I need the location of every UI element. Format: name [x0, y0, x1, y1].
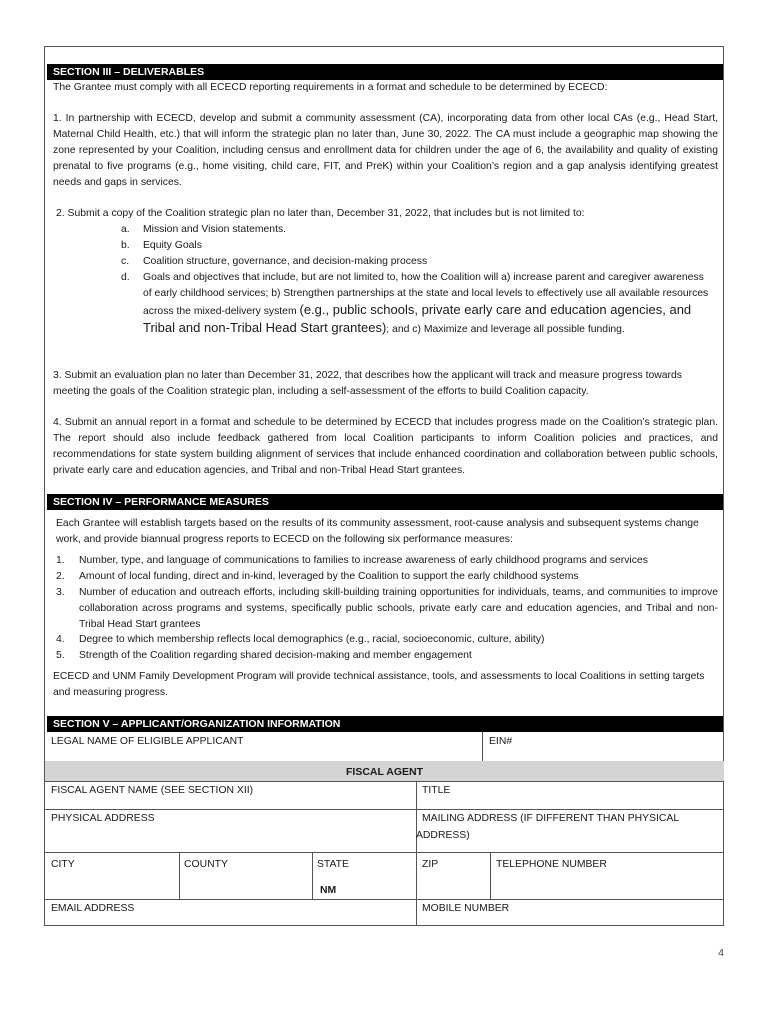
- city-label: CITY: [51, 859, 75, 870]
- list-text: Amount of local funding, direct and in-kind, leveraged by the Coalition to support the early childhood systems: [79, 571, 579, 582]
- list-marker: 2.: [56, 571, 65, 582]
- section-3-header: SECTION III – DELIVERABLES: [47, 64, 723, 80]
- fiscal-agent-name-label: FISCAL AGENT NAME (SEE SECTION XII): [51, 785, 254, 796]
- form-line: [45, 809, 724, 810]
- form-line: [179, 852, 180, 899]
- form-line: [45, 852, 724, 853]
- form-line: [45, 781, 724, 782]
- list-marker: 3.: [56, 587, 65, 598]
- list-marker: b.: [121, 240, 130, 251]
- measure-1: [56, 553, 720, 569]
- mailing-address-label-2: ADDRESS): [416, 830, 470, 841]
- form-line: [482, 732, 483, 761]
- ein-label: EIN#: [489, 736, 513, 747]
- list-text-part-1: Goals and objectives that include, but are not limited to, how the Coalition will a) increase parent and caregiver awareness of early childhood services; b) Strengthen partnerships at the state and local levels to effectively use all available resources across the mixed-delivery system: [143, 272, 709, 317]
- mailing-address-label-1: MAILING ADDRESS (IF DIFFERENT THAN PHYSICAL: [422, 813, 680, 824]
- deliverable-3: 3. Submit an evaluation plan no later than December 31, 2022, that describes how the applicant will track and measure progress towards meeting the goals of the Coalition strategic plan, including a self-assessment of the efforts to build Coalition capacity.: [53, 370, 682, 397]
- deliverable-2c: [121, 254, 721, 270]
- list-text: Strength of the Coalition regarding shared decision-making and member engagement: [79, 650, 472, 661]
- list-text: Coalition structure, governance, and decision-making process: [143, 256, 428, 267]
- list-text: Number, type, and language of communications to families to increase awareness of early childhood programs and services: [79, 555, 648, 566]
- email-label: EMAIL ADDRESS: [51, 903, 135, 914]
- page-number: 4: [718, 947, 724, 959]
- fiscal-agent-bar: FISCAL AGENT: [45, 761, 724, 781]
- deliverable-2d: [121, 270, 715, 338]
- list-text: Mission and Vision statements.: [143, 224, 287, 235]
- state-label: STATE: [317, 859, 349, 870]
- measure-4: [56, 632, 720, 648]
- section-5-header: SECTION V – APPLICANT/ORGANIZATION INFORMATION: [47, 716, 723, 732]
- form-line: [416, 781, 417, 925]
- list-text: Equity Goals: [143, 240, 202, 251]
- zip-label: ZIP: [422, 859, 439, 870]
- state-value: NM: [320, 885, 337, 896]
- deliverable-4: 4. Submit an annual report in a format and schedule to be determined by ECECD that includes progress made on the Coalition’s strategic plan. The report should also include feedback gathered from local Coalition participants to inform Coalition policies and practices, and recommendations for state system building alignment of services that include enhanced coordination and collaboration between public schools, private early care and education agencies, and Tribal and non-Tribal Head Start grantees.: [53, 417, 718, 476]
- section-4-header: SECTION IV – PERFORMANCE MEASURES: [47, 494, 723, 510]
- list-marker: c.: [121, 256, 130, 267]
- county-label: COUNTY: [184, 859, 228, 870]
- deliverable-1: 1. In partnership with ECECD, develop and submit a community assessment (CA), incorporating data from other local CAs (e.g., Head Start, Maternal Child Health, etc.) that will inform the strategic plan no later than, June 30, 2022. The CA must include a geographic map showing the zone represented by your Coalition, including census and enrollment data for children under the age of 6, the availability and quality of existing prenatal to five programs (e.g., home visiting, child care, FIT, and PreK) within your Coalition’s region and a gap analysis identifying greatest needs and gaps in services.: [53, 113, 718, 188]
- section-4-closing: ECECD and UNM Family Development Program will provide technical assistance, tools, and assessments to local Coalitions in setting targets and measuring progress.: [53, 671, 705, 698]
- legal-name-label: LEGAL NAME OF ELIGIBLE APPLICANT: [51, 736, 244, 747]
- form-line: [45, 899, 724, 900]
- section-3-intro: The Grantee must comply with all ECECD reporting requirements in a format and schedule to be determined by ECECD:: [53, 82, 608, 93]
- list-marker: 1.: [56, 555, 65, 566]
- measure-3: [56, 585, 718, 633]
- list-marker: d.: [121, 272, 130, 283]
- title-label: TITLE: [422, 785, 451, 796]
- list-marker: 4.: [56, 634, 65, 645]
- list-text-part-2: (e.g., public schools, private early care and education agencies, and Tribal and non-Tribal Head Start grantees): [143, 302, 692, 335]
- list-text-part-3: ; and c) Maximize and leverage all possible funding.: [386, 324, 625, 335]
- section-4-intro: Each Grantee will establish targets based on the results of its community assessment, root-cause analysis and subsequent systems change work, and provide biannual progress reports to ECECD on the following six performance measures:: [56, 518, 699, 545]
- list-marker: 5.: [56, 650, 65, 661]
- list-text: Number of education and outreach efforts, including skill-building training opportunities for individuals, teams, and communities to improve collaboration across programs and systems, specifically public schools, private early care and education agencies, and Tribal and non-Tribal Head Start grantees: [79, 587, 718, 630]
- form-line: [490, 852, 491, 899]
- telephone-label: TELEPHONE NUMBER: [496, 859, 607, 870]
- form-line: [312, 852, 313, 899]
- measure-2: [56, 569, 720, 585]
- deliverable-2: 2. Submit a copy of the Coalition strategic plan no later than, December 31, 2022, that includes but is not limited to:: [56, 208, 585, 219]
- list-marker: a.: [121, 224, 130, 235]
- deliverable-2b: [121, 238, 721, 254]
- measure-5: [56, 648, 720, 664]
- list-text: Degree to which membership reflects local demographics (e.g., racial, socioeconomic, culture, ability): [79, 634, 545, 645]
- list-text: [143, 270, 715, 338]
- mobile-label: MOBILE NUMBER: [422, 903, 510, 914]
- physical-address-label: PHYSICAL ADDRESS: [51, 813, 155, 824]
- deliverable-2a: [121, 222, 721, 238]
